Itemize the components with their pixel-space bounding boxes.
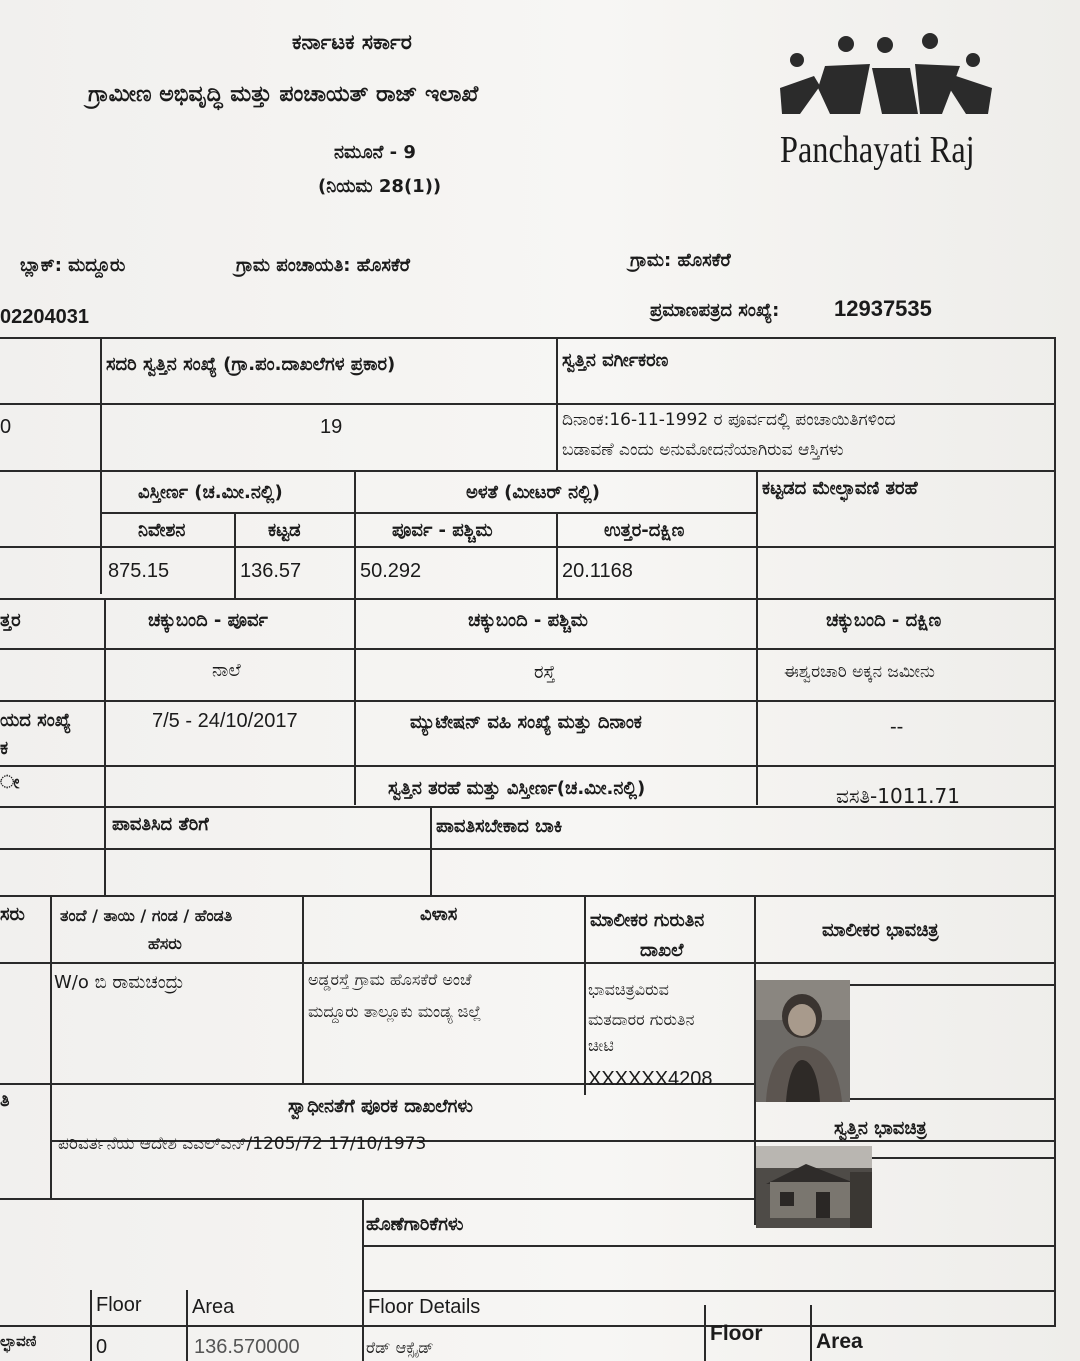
north-south-value: 20.1168 — [562, 560, 633, 582]
property-number-label: ಸದರಿ ಸ್ವತ್ತಿನ ಸಂಖ್ಯೆ (ಗ್ರಾ.ಪಂ.ದಾಖಲೆಗಳ ಪ್ರಕಾರ) — [106, 354, 396, 375]
address-value-line2: ಮದ್ದೂರು ತಾಲ್ಲೂಕು ಮಂಡ್ಯ ಜಿಲ್ಲೆ — [308, 1002, 482, 1021]
govt-title: ಕರ್ನಾಟಕ ಸರ್ಕಾರ — [292, 30, 412, 54]
site-area-label: ನಿವೇಶನ — [138, 520, 186, 541]
owner-photo — [756, 980, 850, 1102]
address-value-line1: ಅಡ್ಡರಸ್ತೆ ಗ್ರಾಮ ಹೊಸಕೆರೆ ಅಂಚೆ — [308, 970, 472, 989]
boundary-west-value: ರಸ್ತೆ — [534, 662, 556, 683]
site-area-value: 875.15 — [108, 560, 170, 582]
panchayati-raj-logo-icon — [770, 28, 1005, 123]
east-west-label: ಪೂರ್ವ - ಪಶ್ಚಿಮ — [392, 520, 493, 541]
property-class-value-line1: ದಿನಾಂಕ:16-11-1992 ರ ಪೂರ್ವದಲ್ಲಿ ಪಂಚಾಯಿತಿಗಳಿಂದ — [562, 410, 896, 430]
floor-row-floor: 0 — [96, 1336, 108, 1358]
gram-panchayat-name: ಗ್ರಾಮ ಪಂಚಾಯತಿ: ಹೊಸಕೆರೆ — [236, 255, 411, 276]
block-name: ಬ್ಲಾಕ್: ಮದ್ದೂರು — [20, 255, 126, 276]
area-column-header: Area — [192, 1296, 235, 1318]
floor-details-column-header: Floor Details — [368, 1296, 481, 1318]
floor-column-header-2: Floor — [710, 1322, 763, 1345]
boundary-east-value: ನಾಲೆ — [212, 660, 241, 681]
east-west-value: 50.292 — [360, 560, 422, 582]
supporting-docs-label: ಸ್ವಾಧೀನತೆಗೆ ಪೂರಕ ದಾಖಲೆಗಳು — [288, 1096, 473, 1117]
owner-id-value-line3: ಚೀಟಿ — [588, 1036, 614, 1055]
department-title: ಗ್ರಾಮೀಣ ಅಭಿವೃದ್ಧಿ ಮತ್ತು ಪಂಚಾಯತ್ ರಾಜ್ ಇಲಾಖೆ — [88, 82, 479, 107]
owner-id-label-line2: ದಾಖಲೆ — [640, 940, 684, 961]
parent-name-value: W/o ಬಿ ರಾಮಚಂದ್ರು — [54, 972, 184, 993]
address-label: ವಿಳಾಸ — [420, 904, 458, 925]
property-class-label: ಸ್ವತ್ತಿನ ವರ್ಗೀಕರಣ — [562, 350, 669, 371]
mutation-register-value: -- — [890, 716, 904, 738]
logo-text: Panchayati Raj — [780, 129, 975, 171]
mutation-left-fragment-2: ೕ — [0, 772, 20, 793]
owner-id-value-line1: ಭಾವಚಿತ್ರವಿರುವ — [588, 980, 669, 999]
property-type-area-label: ಸ್ವತ್ತಿನ ತರಹೆ ಮತ್ತು ವಿಸ್ತೀರ್ಣ(ಚ.ಮೀ.ನಲ್ಲಿ) — [388, 778, 646, 799]
owner-name-label-fragment: ಸರು — [0, 904, 25, 925]
boundary-west-label: ಚಕ್ಕುಬಂದಿ - ಪಶ್ಚಿಮ — [468, 610, 588, 631]
owner-id-label-line1: ಮಾಲೀಕರ ಗುರುತಿನ — [590, 910, 705, 931]
certificate-number: 12937535 — [834, 296, 932, 321]
property-photo-label: ಸ್ವತ್ತಿನ ಭಾವಚಿತ್ರ — [834, 1118, 927, 1139]
tax-due-label: ಪಾವತಿಸಬೇಕಾದ ಬಾಕಿ — [436, 816, 563, 837]
boundary-south-label: ಚಕ್ಕುಬಂದಿ - ದಕ್ಷಿಣ — [826, 610, 942, 631]
mutation-register-label: ಮ್ಯುಟೇಷನ್ ವಹಿ ಸಂಖ್ಯೆ ಮತ್ತು ದಿನಾಂಕ — [410, 712, 642, 733]
mutation-left-label: ಯದ ಸಂಖ್ಯೆ — [0, 710, 72, 731]
property-code: 02204031 — [0, 306, 89, 328]
form-number: ನಮೂನೆ - 9 — [334, 142, 416, 163]
property-type-area-value: ವಸತಿ-1011.71 — [836, 784, 960, 808]
property-class-value-line2: ಬಡಾವಣೆ ಎಂದು ಅನುಮೋದನೆಯಾಗಿರುವ ಆಸ್ತಿಗಳು — [562, 440, 844, 460]
owner-id-number: XXXXXX4208 — [588, 1068, 713, 1090]
area-column-header-2: Area — [816, 1330, 863, 1353]
building-area-label: ಕಟ್ಟಡ — [268, 520, 301, 541]
property-number-value: 19 — [320, 416, 343, 438]
floor-row-details: ರೆಡ್ ಆಕ್ಸೈಡ್ — [366, 1338, 434, 1357]
floor-row-area: 136.570000 — [194, 1336, 300, 1358]
owner-photo-label: ಮಾಲೀಕರ ಭಾವಚಿತ್ರ — [822, 920, 939, 941]
floor-column-header: Floor — [96, 1294, 142, 1316]
village-name: ಗ್ರಾಮ: ಹೊಸಕೆರೆ — [630, 250, 731, 271]
area-label: ವಿಸ್ತೀರ್ಣ (ಚ.ಮೀ.ನಲ್ಲಿ) — [138, 482, 283, 503]
boundary-east-label: ಚಕ್ಕುಬಂದಿ - ಪೂರ್ವ — [148, 610, 268, 631]
mutation-number-value: 7/5 - 24/10/2017 — [152, 710, 298, 732]
boundary-left-fragment: ತ್ತರ — [0, 610, 21, 631]
parent-name-label-line1: ತಂದೆ / ತಾಯಿ / ಗಂಡ / ಹೆಂಡತಿ — [60, 906, 233, 925]
boundary-south-value: ಈಶ್ವರಚಾರಿ ಅಕ್ಕನ ಜಮೀನು — [784, 662, 935, 682]
docs-left-fragment: ತಿ — [0, 1090, 10, 1111]
roof-type-label: ಕಟ್ಟಡದ ಮೇಲ್ಛಾವಣಿ ತರಹೆ — [762, 478, 918, 499]
certificate-number-label: ಪ್ರಮಾಣಪತ್ರದ ಸಂಖ್ಯೆ: — [650, 300, 780, 321]
tax-paid-label: ಪಾವತಿಸಿದ ತೆರಿಗೆ — [112, 814, 209, 835]
measurement-label: ಅಳತೆ (ಮೀಟರ್ ನಲ್ಲಿ) — [466, 482, 600, 503]
owner-id-value-line2: ಮತದಾರರ ಗುರುತಿನ — [588, 1010, 695, 1029]
row-left-fragment: 0 — [0, 416, 12, 438]
supporting-docs-value: ಪರಿವರ್ತನೆಯ ಆದೇಶ ಎಎಲ್ಎನ್/1205/72 17/10/1973 — [58, 1134, 427, 1154]
building-area-value: 136.57 — [240, 560, 302, 582]
mutation-left-fragment: ಕ — [0, 738, 9, 759]
north-south-label: ಉತ್ತರ-ದಕ್ಷಿಣ — [604, 520, 685, 541]
rule-number: (ನಿಯಮ 28(1)) — [318, 176, 442, 197]
liabilities-label: ಹೊಣೆಗಾರಿಕೆಗಳು — [366, 1214, 464, 1235]
floor-row-left-fragment: ಲ್ಛಾವಣಿ — [0, 1332, 37, 1350]
parent-name-label-line2: ಹೆಸರು — [148, 934, 182, 953]
property-photo — [756, 1146, 872, 1228]
